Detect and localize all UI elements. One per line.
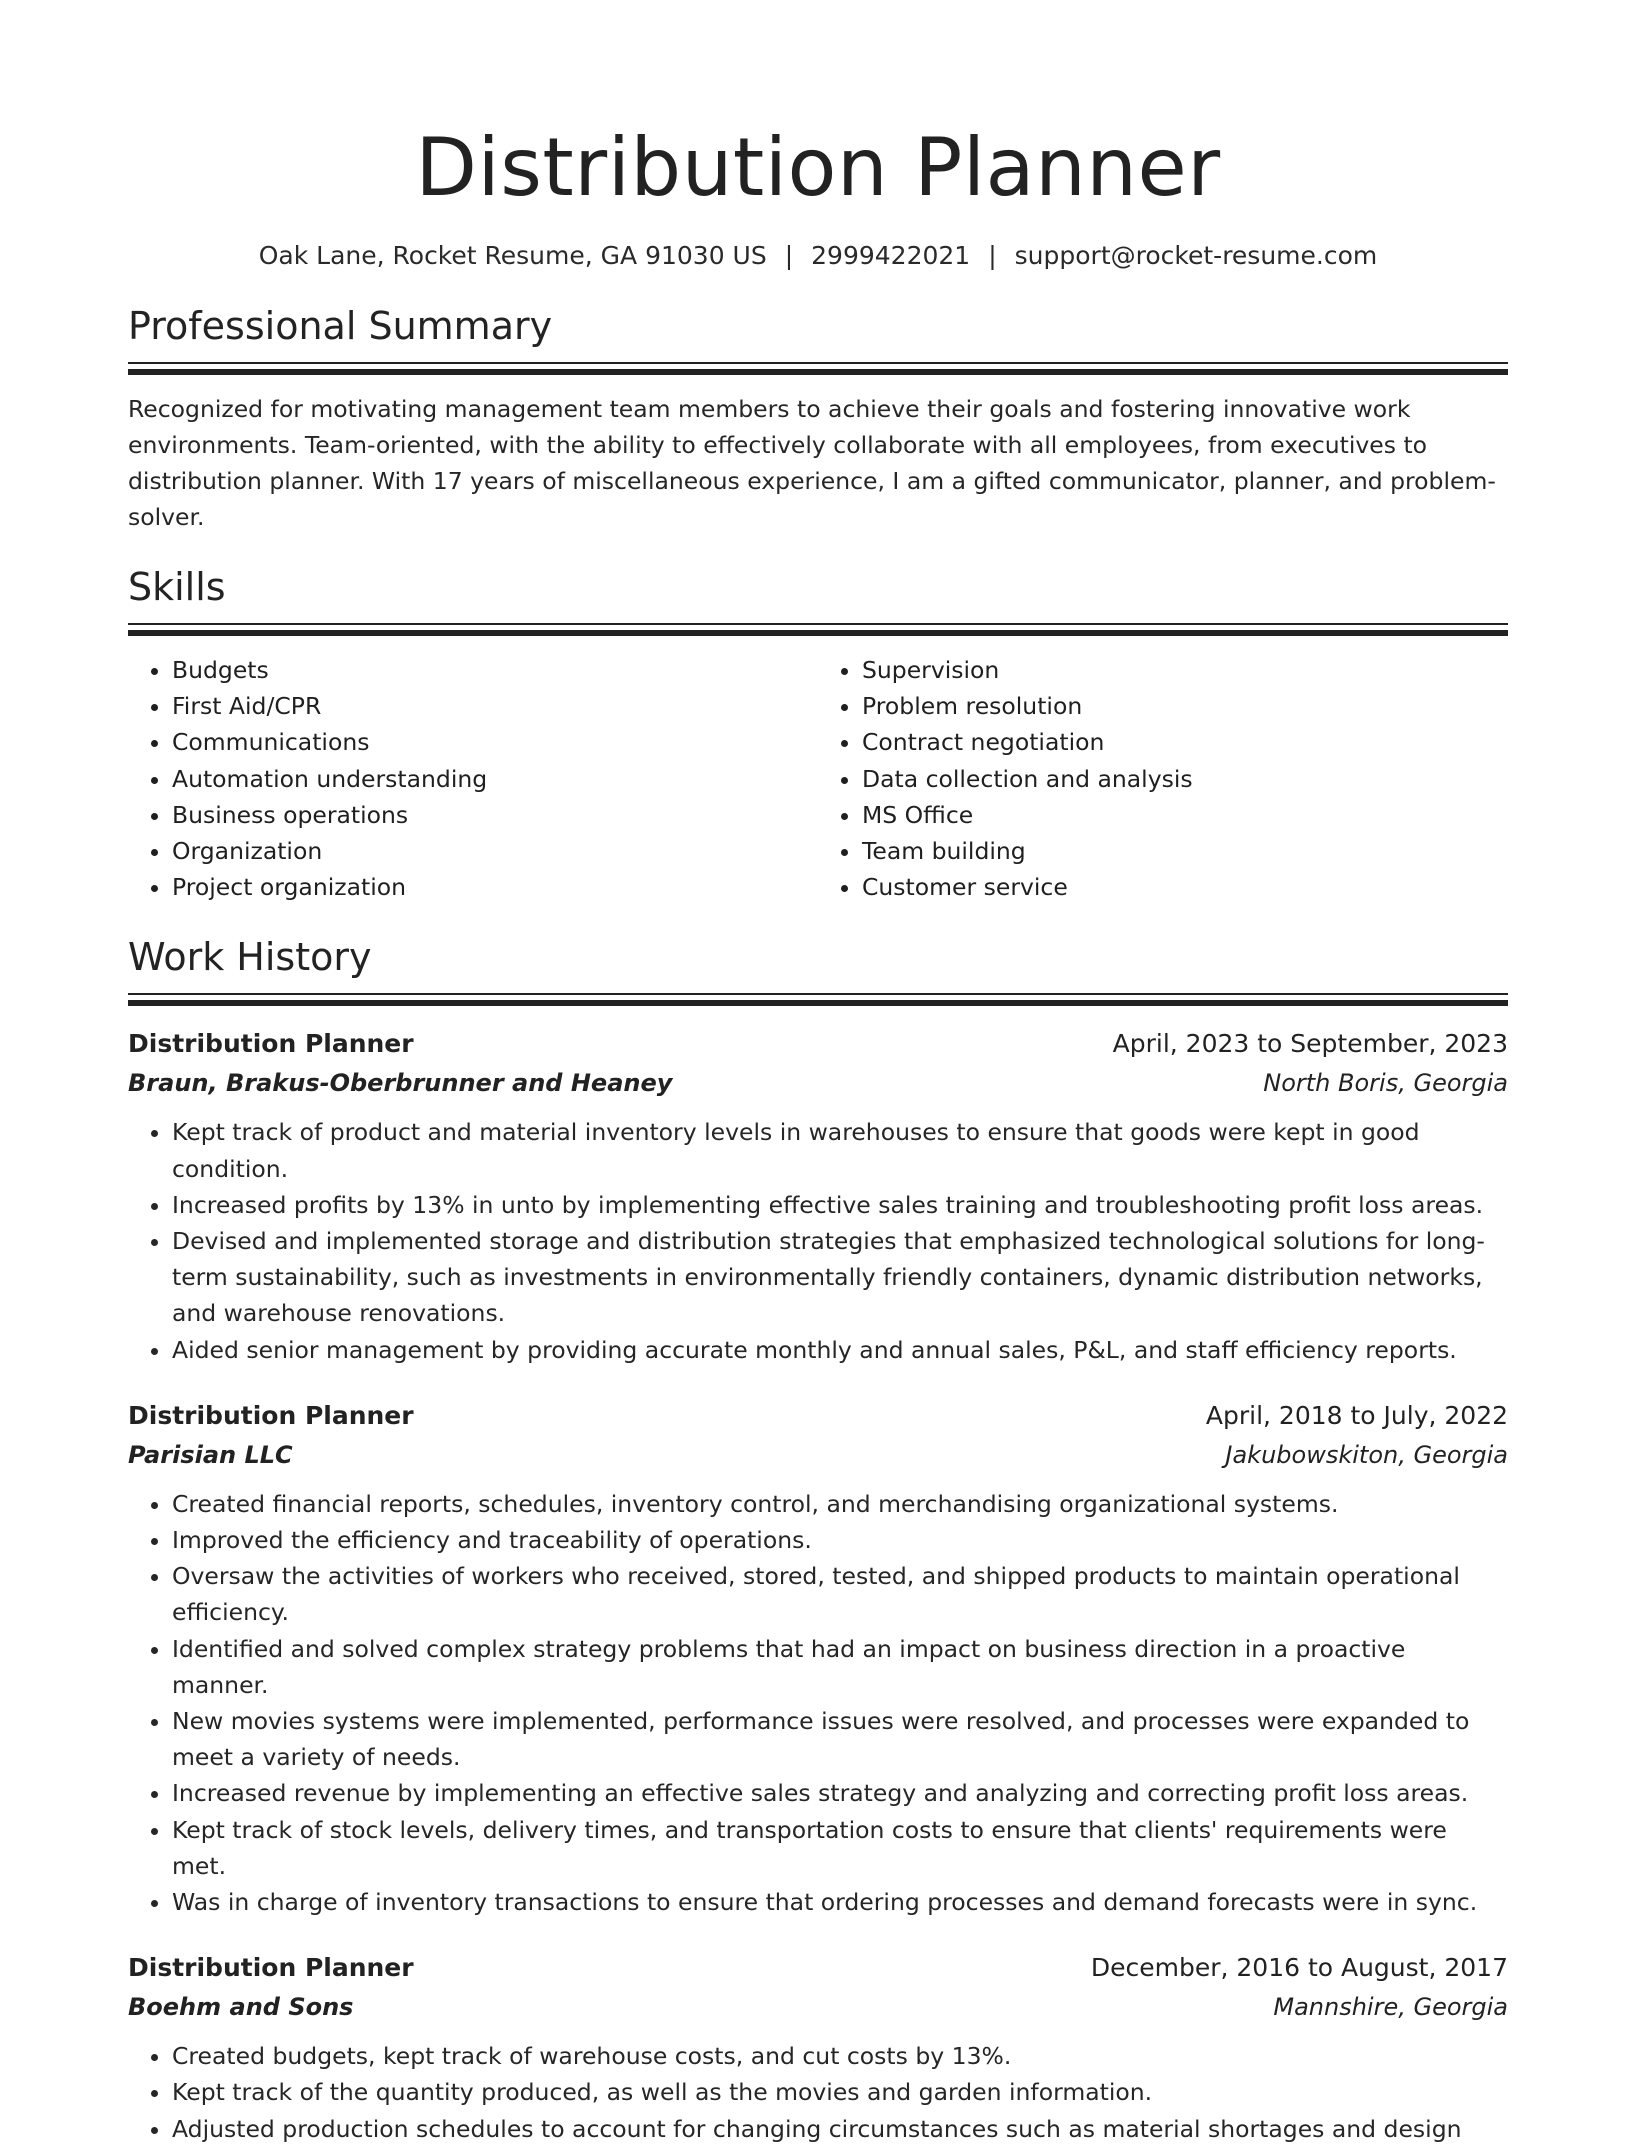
job-company: Braun, Brakus-Oberbrunner and Heaney xyxy=(128,1069,673,1098)
skill-item: • Automation understanding xyxy=(172,761,818,797)
job-dates: April, 2018 to July, 2022 xyxy=(1205,1400,1508,1430)
skill-item: • Contract negotiation xyxy=(862,724,1508,760)
job-location: Mannshire, Georgia xyxy=(1273,1993,1508,2022)
skills-column-1 xyxy=(128,652,818,905)
contact-separator: | xyxy=(784,241,794,270)
section-divider xyxy=(128,623,1508,636)
job-bullet: • Devised and implemented storage and distribution strategies that emphasized technological solutions for long-term sustainability, such as investments in environmentally friendly containers, dynamic distribution networks, and warehouse renovations. xyxy=(172,1223,1508,1332)
job-bullets xyxy=(128,1486,1508,1920)
job-location: North Boris, Georgia xyxy=(1263,1069,1508,1098)
job-bullet: • Kept track of product and material inventory levels in warehouses to ensure that goods were kept in good condition. xyxy=(172,1114,1508,1186)
section-divider xyxy=(128,993,1508,1006)
contact-phone: 2999422021 xyxy=(811,241,971,270)
job-company: Parisian LLC xyxy=(128,1440,293,1469)
skill-item: • Communications xyxy=(172,724,818,760)
skill-item: • Project organization xyxy=(172,869,818,905)
contact-email: support@rocket-resume.com xyxy=(1014,241,1378,270)
skill-item: • Customer service xyxy=(862,869,1508,905)
job-entry xyxy=(128,1396,1508,1920)
skill-item: • Supervision xyxy=(862,652,1508,688)
job-entry xyxy=(128,1024,1508,1367)
job-bullet: • Identified and solved complex strategy problems that had an impact on business direction in a proactive manner. xyxy=(172,1631,1508,1703)
job-company: Boehm and Sons xyxy=(128,1993,354,2022)
job-bullet: • Increased revenue by implementing an effective sales strategy and analyzing and correcting profit loss areas. xyxy=(172,1775,1508,1811)
job-bullet: • Created financial reports, schedules, inventory control, and merchandising organizational systems. xyxy=(172,1486,1508,1522)
job-bullet: • Created budgets, kept track of warehouse costs, and cut costs by 13%. xyxy=(172,2038,1508,2074)
job-subheader xyxy=(128,1436,1508,1474)
job-subheader xyxy=(128,1988,1508,2026)
section-divider xyxy=(128,362,1508,375)
skills-column-2 xyxy=(818,652,1508,905)
skill-item: • Problem resolution xyxy=(862,688,1508,724)
job-bullet: • Kept track of the quantity produced, as well as the movies and garden information. xyxy=(172,2074,1508,2110)
job-location: Jakubowskiton, Georgia xyxy=(1225,1440,1508,1469)
job-dates: December, 2016 to August, 2017 xyxy=(1090,1953,1508,1983)
resume-name: Distribution Planner xyxy=(415,121,1221,214)
job-dates: April, 2023 to September, 2023 xyxy=(1112,1029,1508,1059)
contact-separator: | xyxy=(988,241,997,270)
job-bullet: • Improved the efficiency and traceability of operations. xyxy=(172,1522,1508,1558)
job-title: Distribution Planner xyxy=(128,1029,414,1059)
skill-item: • MS Office xyxy=(862,797,1508,833)
skill-item: • Organization xyxy=(172,833,818,869)
summary-text: Recognized for motivating management team members to achieve their goals and fostering innovative work environments. Team-oriented, with the ability to effectively collaborate with all employees, from executives to distribution planner. With 17 years of miscellaneous experience, I am a gifted communicator, planner, and problem-solver. xyxy=(128,395,1496,531)
job-bullet: • Aided senior management by providing accurate monthly and annual sales, P&L, and staff efficiency reports. xyxy=(172,1332,1508,1368)
job-bullet: • New movies systems were implemented, performance issues were resolved, and processes were expanded to meet a variety of needs. xyxy=(172,1703,1508,1775)
job-bullet: • Kept track of stock levels, delivery times, and transportation costs to ensure that clients' requirements were met. xyxy=(172,1812,1508,1884)
resume-page xyxy=(128,0,1508,2147)
job-header xyxy=(128,1948,1508,1988)
job-bullet: • Was in charge of inventory transactions to ensure that ordering processes and demand forecasts were in sync. xyxy=(172,1884,1508,1920)
job-bullets xyxy=(128,1114,1508,1367)
job-bullet: • Oversaw the activities of workers who received, stored, tested, and shipped products to maintain operational efficiency. xyxy=(172,1558,1508,1630)
skills-list xyxy=(128,652,1508,905)
work-history-heading: Work History xyxy=(128,935,372,980)
job-header xyxy=(128,1396,1508,1436)
summary-heading: Professional Summary xyxy=(128,304,553,348)
job-entry xyxy=(128,1948,1508,2147)
contact-line xyxy=(128,240,1508,272)
skill-item: • Business operations xyxy=(172,797,818,833)
job-bullet: • Increased profits by 13% in unto by implementing effective sales training and troubleshooting profit loss areas. xyxy=(172,1187,1508,1223)
skill-item: • Data collection and analysis xyxy=(862,761,1508,797)
job-title: Distribution Planner xyxy=(128,1953,414,1983)
skill-item: • Budgets xyxy=(172,652,818,688)
skill-item: • Team building xyxy=(862,833,1508,869)
job-title: Distribution Planner xyxy=(128,1400,414,1430)
job-bullets xyxy=(128,2038,1508,2147)
job-subheader xyxy=(128,1064,1508,1102)
job-header xyxy=(128,1024,1508,1064)
contact-address: Oak Lane, Rocket Resume, GA 91030 US xyxy=(258,241,767,270)
job-bullet: • Adjusted production schedules to account for changing circumstances such as material shortages and design xyxy=(172,2111,1508,2147)
skills-heading: Skills xyxy=(128,565,226,609)
skill-item: • First Aid/CPR xyxy=(172,688,818,724)
